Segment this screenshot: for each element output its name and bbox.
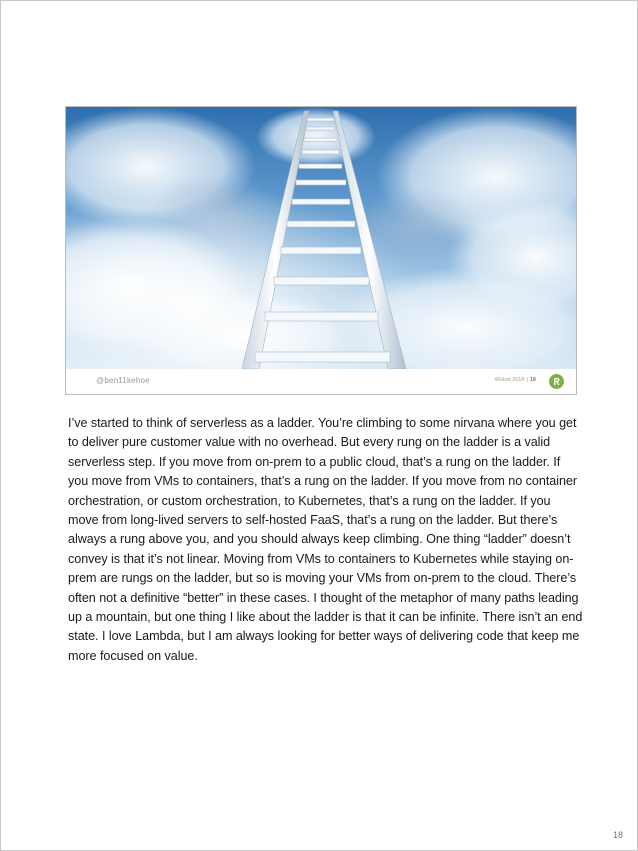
footer-separator: | (526, 377, 528, 383)
speaker-notes: I’ve started to think of serverless as a ladder. You’re climbing to some nirvana where you get to deliver pure customer value with no overhead. But every rung on the ladder is a valid serverless step. If you move from on-prem to a public cloud, that’s a rung on the ladder. If you move from VMs to containers, that’s a rung on the ladder. If you move from no container orchestration, or custom orchestration, to Kubernetes, that’s a rung on the ladder. If you move from long-lived servers to self-hosted FaaS, that’s a rung on the ladder. But there’s always a rung above you, and you should always keep climbing. One thing “ladder” doesn’t convey is that it’s not linear. Moving from VMs to containers to Kubernetes while staying on-prem are rungs on the ladder, but so is moving your VMs from on-prem to the cloud. There’s often not a definitive “better” in these cases. I thought of the metaphor of many paths leading up a mountain, but one thing I like about the ladder is that it can be infinite. There isn’t an end state. I love Lambda, but I am always looking for better ways of delivering code that keep me more focused on value. (68, 416, 583, 663)
ladder-sky-image (66, 107, 576, 369)
slide-thumbnail (65, 106, 577, 395)
cloud-shapes (66, 107, 576, 369)
slide-number: 18 (529, 377, 536, 383)
slide-event-info (495, 377, 536, 383)
twitter-handle: @ben11kehoe (96, 376, 150, 385)
slide-footer (66, 369, 576, 394)
page-number: 18 (612, 830, 623, 840)
event-name: iRobot 2018 (494, 377, 525, 383)
irobot-logo-icon (549, 374, 564, 389)
